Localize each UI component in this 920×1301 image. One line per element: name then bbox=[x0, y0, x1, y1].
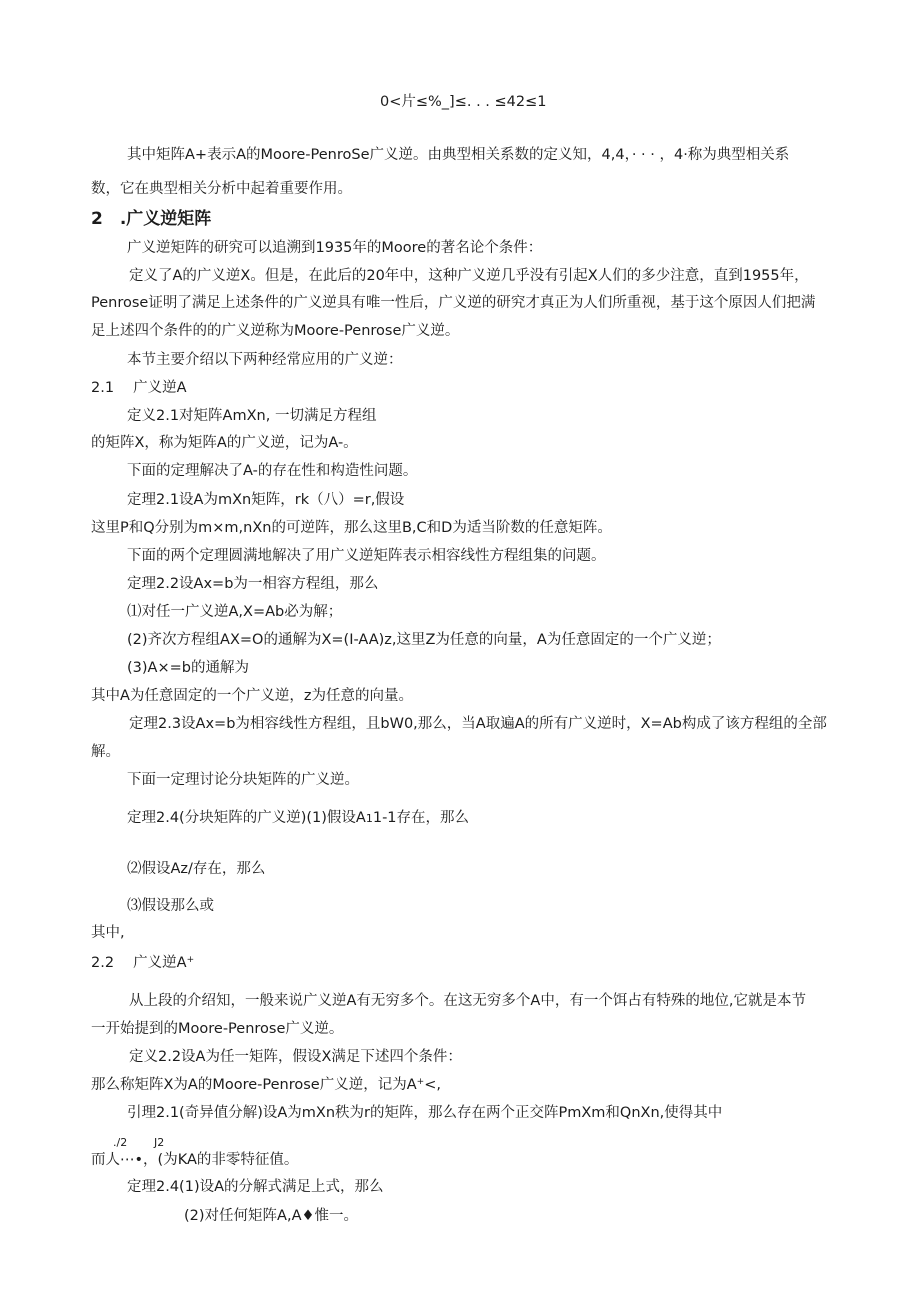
formula-fragment: ./2 bbox=[113, 1136, 128, 1149]
formula-canonical-correlation-order: 0<片≤%_]≤. . . ≤42≤1 bbox=[380, 94, 547, 110]
subsection-heading bbox=[91, 953, 194, 975]
paragraph-text: 下面的两个定理圆满地解决了用广义逆矩阵表示相容线性方程组集的问题。 bbox=[127, 548, 606, 564]
subscript: 1 bbox=[365, 812, 373, 825]
paragraph-text: 解。 bbox=[91, 744, 120, 760]
paragraph-text: 本节主要介绍以下两种经常应用的广义逆： bbox=[127, 352, 403, 368]
superscript: + bbox=[186, 955, 195, 965]
paragraph-text: 一开始提到的Moore-Penrose广义逆。 bbox=[91, 1021, 344, 1037]
paragraph-text: 的矩阵X，称为矩阵A的广义逆，记为A-。 bbox=[91, 435, 358, 451]
paragraph-text: 广义逆矩阵的研究可以追溯到1935年的Moore的著名论个条件： bbox=[127, 240, 543, 256]
paragraph-text: 下面一定理讨论分块矩阵的广义逆。 bbox=[127, 772, 359, 788]
paragraph-text: 从上段的介绍知，一般来说广义逆A有无穷多个。在这无穷多个A中，有一个饵占有特殊的地位,它就是本节 bbox=[129, 993, 806, 1009]
list-item: ⑶假设那么或 bbox=[127, 898, 214, 914]
theorem-text: 定理2.2设Ax=b为一相容方程组，那么 bbox=[127, 576, 379, 592]
list-item: (2)齐次方程组AX=O的通解为X=(I-AA)z,这里Z为任意的向量，A为任意固定的一个广义逆； bbox=[127, 632, 721, 648]
theorem-text: 定理2.1设A为mXn矩阵，rk（八）=r,假设 bbox=[127, 492, 405, 508]
paragraph-text: Penrose证明了满足上述条件的广义逆具有唯一性后，广义逆的研究才真正为人们所重视，基于这个原因人们把满 bbox=[91, 295, 816, 311]
definition-text: 定义2.1对矩阵AmXn, 一切满足方程组 bbox=[127, 408, 377, 424]
paragraph-text: 数，它在典型相关分析中起着重要作用。 bbox=[91, 181, 352, 197]
paragraph-text: 定义了A的广义逆X。但是，在此后的20年中，这种广义逆几乎没有引起X人们的多少注意，直到1955年， bbox=[129, 268, 809, 284]
paragraph-text: 足上述四个条件的的广义逆称为Moore-Penrose广义逆。 bbox=[91, 323, 460, 339]
formula-fragment: J2 bbox=[154, 1136, 165, 1149]
list-item: ⑴对任一广义逆A,X=Ab必为解； bbox=[127, 604, 343, 620]
list-item: ⑵假设Az/存在，那么 bbox=[127, 861, 266, 877]
paragraph-text: 其中, bbox=[91, 925, 125, 941]
list-item: (2)对任何矩阵A,A♦惟一。 bbox=[184, 1208, 358, 1224]
paragraph-text-part: <, bbox=[424, 1077, 441, 1093]
theorem-text bbox=[127, 808, 469, 829]
paragraph-text: 这里P和Q分别为m×m,nXn的可逆阵，那么这里B,C和D为适当阶数的任意矩阵。 bbox=[91, 520, 612, 536]
list-item: (3)A×=b的通解为 bbox=[127, 660, 249, 676]
paragraph-text-part: 那么称矩阵X为A的Moore-Penrose广义逆，记为A bbox=[91, 1077, 417, 1093]
theorem-text-part: 定理2.4(分块矩阵的广义逆)(1)假设A bbox=[127, 810, 366, 826]
theorem-text: 定理2.4(1)设A的分解式满足上式，那么 bbox=[127, 1179, 384, 1195]
paragraph-text: 而人⋯•，(为KA的非零特征值。 bbox=[91, 1152, 299, 1168]
section-heading: 2 .广义逆矩阵 bbox=[91, 209, 212, 229]
subsection-heading: 2.1 广义逆A bbox=[91, 380, 187, 396]
paragraph-text: 其中A为任意固定的一个广义逆，z为任意的向量。 bbox=[91, 688, 414, 704]
paragraph-text: 下面的定理解决了A-的存在性和构造性问题。 bbox=[127, 463, 418, 479]
subsection-heading-text: 2.2 广义逆A bbox=[91, 955, 187, 971]
paragraph-text bbox=[91, 1075, 441, 1097]
theorem-text-part: 1-1存在，那么 bbox=[372, 810, 470, 826]
superscript: + bbox=[416, 1077, 425, 1087]
paragraph-text: 其中矩阵A+表示A的Moore-PenroSe广义逆。由典型相关系数的定义知，4,4，· · · ，4·称为典型相关系 bbox=[127, 147, 790, 163]
definition-text: 定义2.2设A为任一矩阵，假设X满足下述四个条件： bbox=[129, 1049, 462, 1065]
theorem-text: 定理2.3设Ax=b为相容线性方程组，且bW0,那么，当A取遍A的所有广义逆时，X=Ab构成了该方程组的全部 bbox=[129, 716, 827, 732]
lemma-text: 引理2.1(奇异值分解)设A为mXn秩为r的矩阵，那么存在两个正交阵PmXm和QnXn,使得其中 bbox=[127, 1105, 723, 1121]
